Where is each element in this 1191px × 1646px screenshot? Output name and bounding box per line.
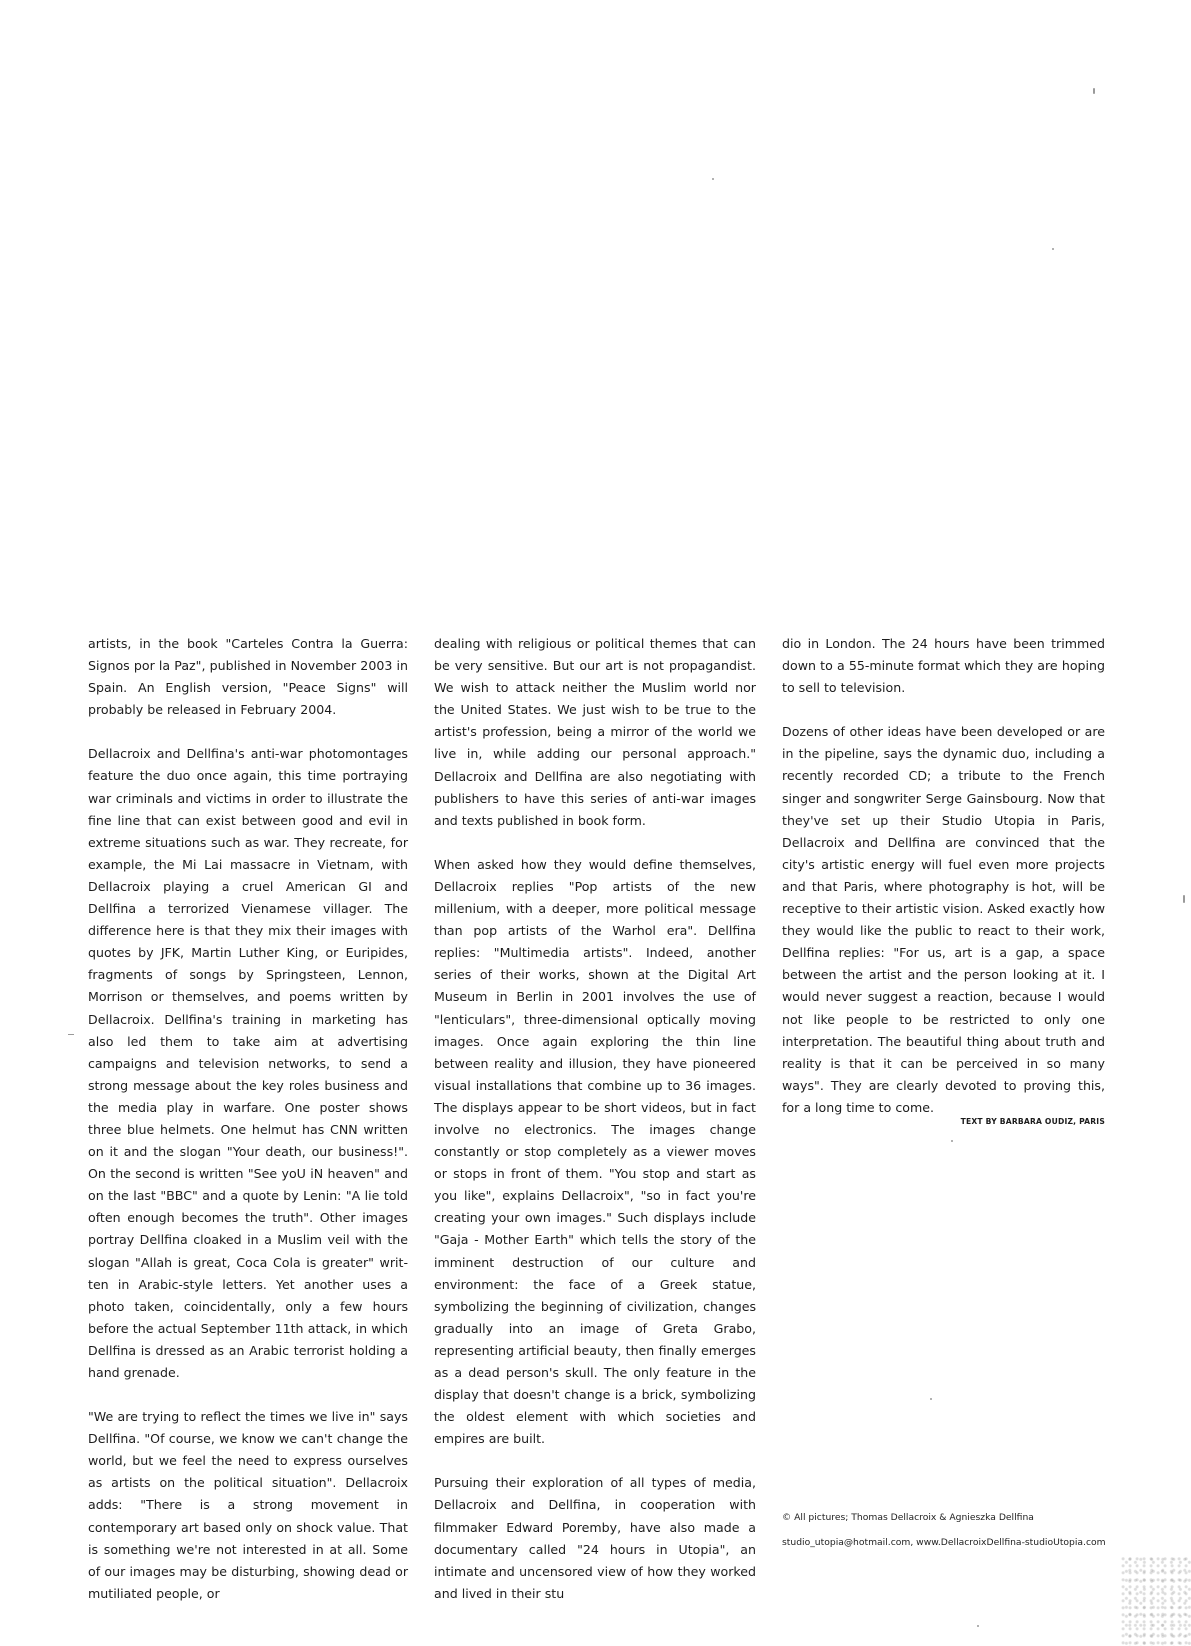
paragraph: Dellacroix and Dellfina's anti-war photomontages feature the duo once again, this time portraying war criminals and victims in order to illustrate the fine line that can exist between good and evil in extreme situations such as war. They recreate, for example, the Mi Lai massacre in Vietnam, with Dellacroix playing a cruel American GI and Dellfina a terrorized Vienamese villager. The difference here is that they mix their images with quotes by JFK, Martin Luther King, or Euripides, fragments of songs by Springsteen, Lennon, Morrison or themselves, and poems written by Dellacroix. Dellfina's training in marketing has also led them to take aim at advertising campaigns and television networks, to send a strong message about the key roles business and the media play in warfare. One poster shows three blue helmets. One helmut has CNN written on it and the slogan "Your death, our business!". On the second is written "See yoU iN heaven" and on the last "BBC" and a quote by Lenin: "A lie told often enough becomes the truth". Other images portray Dellfina cloaked in a Muslim veil with the slogan "Allah is great, Coca Cola is greater" written in Arabic-style letters. Yet another uses a photo taken, coincidentally, only a few hours before the actual September 11th attack, in which Dellfina is dressed as an Arabic terrorist holding a hand grenade.	[88, 746, 408, 1380]
scan-speck	[977, 1625, 979, 1627]
author-credit	[782, 1117, 1105, 1126]
credit-prefix: TEXT BY	[960, 1117, 997, 1126]
scan-speck	[68, 1034, 74, 1035]
article-column-1	[88, 633, 408, 1627]
paragraph: artists, in the book "Carteles Contra la Guerra: Signos por la Paz", published in November 2003 in Spain. An English version, "Peace Signs" will probably be released in February 2004.	[88, 636, 408, 718]
scan-speck	[1052, 248, 1054, 250]
scan-noise	[1121, 1556, 1191, 1646]
scan-speck	[930, 1398, 932, 1400]
credit-author: BARBARA OUDIZ, PARIS	[999, 1117, 1105, 1126]
scan-speck	[951, 1140, 953, 1142]
paragraph: dio in London. The 24 hours have been trimmed down to a 55-minute format which they are hoping to sell to television.	[782, 636, 1105, 696]
scan-speck	[1183, 895, 1185, 903]
article-column-3	[782, 633, 1105, 1141]
scan-speck	[712, 178, 714, 180]
paragraph: "We are trying to reflect the times we live in" says Dellfina. "Of course, we know we can't change the world, but we feel the need to express ourselves as artists on the political situation". Dellacroix adds: "There is a strong movement in contemporary art based only on shock value. That is something we're not interested in at all. Some of our images may be disturbing, showing dead or mutiliated people, or	[88, 1409, 408, 1601]
paragraph: Pursuing their exploration of all types of media, Dellacroix and Dellfina, in cooperation with filmmaker Edward Poremby, have also made a documentary called "24 hours in Utopia", an intimate and uncensored view of how they worked and lived in their stu	[434, 1475, 756, 1601]
article-column-2	[434, 633, 756, 1627]
contact-links: studio_utopia@hotmail.com, www.DellacroixDellfina-studioUtopia.com	[782, 1537, 1106, 1548]
paragraph: dealing with religious or political themes that can be very sensitive. But our art is not propagandist. We wish to attack neither the Muslim world nor the United States. We just wish to be true to the artist's profession, being a mirror of the world we live in, while adding our personal approach." Dellacroix and Dellfina are also negotiating with publishers to have this series of anti-war images and texts published in book form.	[434, 636, 756, 828]
pictures-copyright: © All pictures; Thomas Dellacroix & Agnieszka Dellfina	[782, 1512, 1034, 1523]
picture-credits	[782, 1505, 1142, 1555]
scan-speck	[1093, 88, 1095, 94]
paragraph: Dozens of other ideas have been developed or are in the pipeline, says the dynamic duo, including a recently recorded CD; a tribute to the French singer and songwriter Serge Gainsbourg. Now that they've set up their Studio Utopia in Paris, Dellacroix and Dellfina are convinced that the city's artistic energy will fuel even more projects and that Paris, where photography is hot, will be receptive to their artistic vision. Asked exactly how they would like the public to react to their work, Dellfina replies: "For us, art is a gap, a space between the artist and the person looking at it. I would never suggest a reaction, because I would not like people to be restricted to only one interpretation. The beautiful thing about truth and reality is that it can be perceived in so many ways". They are clearly devoted to proving this, for a long time to come.	[782, 724, 1105, 1115]
paragraph: When asked how they would define themselves, Dellacroix replies "Pop artists of the new millenium, with a deeper, more political message than pop artists of the Warhol era". Dellfina replies: "Multimedia artists". Indeed, another series of their works, shown at the Digital Art Museum in Berlin in 2001 involves the use of "lenticulars", three-dimensional optically moving images. Once again exploring the thin line between reality and illusion, they have pioneered visual installations that combine up to 36 images. The displays appear to be short videos, but in fact involve no electronics. The images change constantly or stop completely as a viewer moves or stops in front of them. "You stop and start as you like", explains Dellacroix", "so in fact you're creating your own images." Such displays include "Gaja - Mother Earth" which tells the story of the imminent destruction of our culture and environment: the face of a Greek statue, symbolizing the beginning of civilization, changes gradually into an image of Greta Grabo, representing artificial beauty, then finally emerges as a dead person's skull. The only feature in the display that doesn't change is a brick, symbolizing the oldest element with which societies and empires are built.	[434, 856, 756, 1447]
